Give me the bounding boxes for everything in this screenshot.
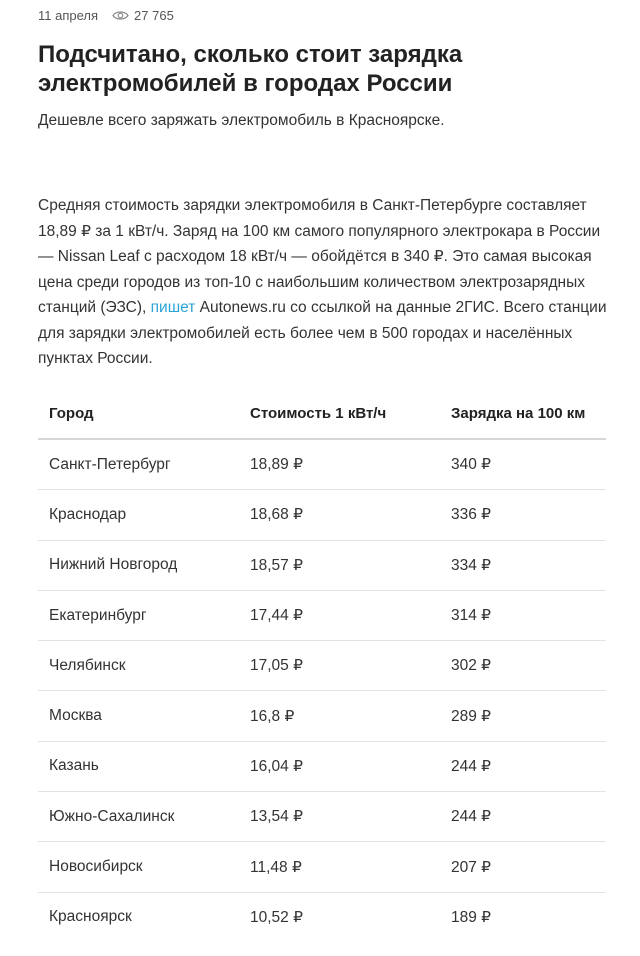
table-row [38,741,606,791]
article-lead: Дешевле всего заряжать электромобиль в Красноярске. [38,112,445,129]
table-row [38,792,606,842]
cost-per-kwh-cell: 18,68 ₽ [239,490,440,540]
body-text-part: Autonews.ru со ссылкой на данные 2ГИС. Всего станции для зарядки электромобилей есть более чем в 500 городах и населённых пунктах России. [38,299,607,367]
cost-per-kwh-cell: 11,48 ₽ [239,842,440,892]
article-body [38,193,613,372]
city-cell: Екатеринбург [38,590,239,640]
city-cell: Новосибирск [38,842,239,892]
eye-icon [112,10,129,21]
table-row [38,892,606,942]
city-cell: Казань [38,741,239,791]
table-row [38,439,606,490]
cost-per-kwh-cell: 17,44 ₽ [239,590,440,640]
cost-per-100km-cell: 207 ₽ [440,842,606,892]
cost-per-100km-cell: 340 ₽ [440,439,606,490]
table-row [38,590,606,640]
publish-date: 11 апреля [38,7,99,23]
cost-per-kwh-cell: 18,57 ₽ [239,540,440,590]
cost-per-100km-cell: 334 ₽ [440,540,606,590]
view-count: 27 765 [134,7,174,23]
cost-per-100km-cell: 244 ₽ [440,741,606,791]
city-cell: Москва [38,691,239,741]
article-title: Подсчитано, сколько стоит зарядка электромобилей в городах России [38,41,463,97]
charging-cost-table [38,388,606,942]
table-row [38,641,606,691]
city-cell: Южно-Сахалинск [38,792,239,842]
column-header-cost-per-kwh: Стоимость 1 кВт/ч [239,388,440,439]
table-row [38,540,606,590]
city-cell: Краснодар [38,490,239,540]
cost-per-kwh-cell: 16,04 ₽ [239,741,440,791]
source-link[interactable]: пишет [150,299,196,316]
city-cell: Челябинск [38,641,239,691]
city-cell: Санкт-Петербург [38,439,239,490]
cost-per-100km-cell: 336 ₽ [440,490,606,540]
cost-per-100km-cell: 302 ₽ [440,641,606,691]
article-meta [38,6,174,24]
cost-per-kwh-cell: 18,89 ₽ [239,439,440,490]
cost-per-100km-cell: 244 ₽ [440,792,606,842]
cost-per-kwh-cell: 13,54 ₽ [239,792,440,842]
table-header-row [38,388,606,439]
cost-per-100km-cell: 314 ₽ [440,590,606,640]
column-header-city: Город [38,388,239,439]
table-row [38,490,606,540]
body-text-part: Средняя стоимость зарядки электромобиля в Санкт-Петербурге составляет 18,89 ₽ за 1 кВт/ч. Заряд на 100 км самого популярного электрокара в России — Nissan Leaf с расходом 18 кВт/ч — обойдётся в 340 ₽. Это самая высокая цена среди городов из топ-10 с наибольшим количеством электрозарядных станций (ЭЗС), [38,197,601,316]
city-cell: Нижний Новгород [38,540,239,590]
column-header-cost-per-100km: Зарядка на 100 км [440,388,606,439]
table-row [38,842,606,892]
city-cell: Красноярск [49,908,132,926]
cost-per-100km-cell: 289 ₽ [440,691,606,741]
cost-per-kwh-cell: 16,8 ₽ [239,691,440,741]
cost-per-100km-cell: 189 ₽ [451,908,492,926]
table-row [38,691,606,741]
cost-per-kwh-cell: 10,52 ₽ [250,908,303,926]
cost-per-kwh-cell: 17,05 ₽ [239,641,440,691]
